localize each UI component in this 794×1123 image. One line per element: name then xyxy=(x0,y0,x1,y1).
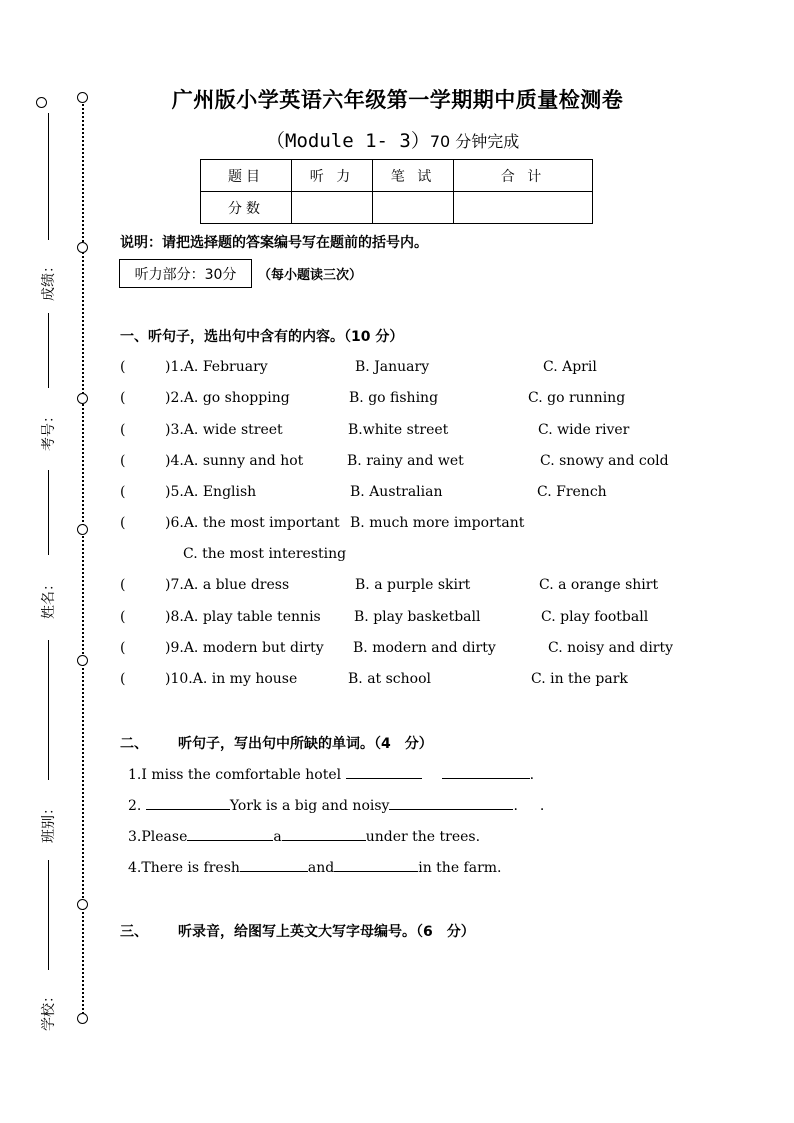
hole-circle-icon xyxy=(77,655,88,666)
blank-line[interactable] xyxy=(442,766,530,779)
option-c: C. French xyxy=(537,484,607,500)
option-c: C. in the park xyxy=(531,671,628,687)
section3-title: 听录音，给图写上英文大写字母编号。（6 分） xyxy=(178,924,475,940)
page-title: 广州版小学英语六年级第一学期期中质量检测卷 xyxy=(171,88,624,112)
listening-note: （每小题读三次） xyxy=(258,268,363,283)
margin-label-name: 姓名： xyxy=(41,577,57,619)
option-b: B.white street xyxy=(348,422,449,438)
listening-part-box: 听力部分：30分 xyxy=(119,259,252,288)
score-header-listening: 听 力 xyxy=(292,160,373,192)
option-b: B. January xyxy=(355,359,430,375)
hole-circle-icon xyxy=(77,242,88,253)
school-write-line xyxy=(48,860,49,970)
hole-circle-icon xyxy=(77,1013,88,1024)
answer-paren[interactable]: ( xyxy=(120,453,126,469)
score-write-line xyxy=(48,113,49,240)
option-c: C. a orange shirt xyxy=(539,577,659,593)
name-write-line xyxy=(48,470,49,555)
option-b: B. go fishing xyxy=(349,390,439,406)
option-b: B. much more important xyxy=(350,515,525,531)
score-header-written: 笔 试 xyxy=(373,160,454,192)
score-header-item: 题目 xyxy=(201,160,292,192)
answer-paren[interactable]: ( xyxy=(120,609,126,625)
option-b: B. play basketball xyxy=(354,609,481,625)
exam-no-write-line xyxy=(48,313,49,388)
option-b: B. rainy and wet xyxy=(347,453,464,469)
option-a: )2.A. go shopping xyxy=(165,390,290,406)
section3-heading xyxy=(120,921,475,941)
answer-paren[interactable]: ( xyxy=(120,640,126,656)
option-b: B. at school xyxy=(348,671,431,687)
option-a: )7.A. a blue dress xyxy=(165,577,290,593)
score-table xyxy=(200,159,593,224)
margin-label-score: 成绩： xyxy=(41,259,57,301)
blank-line[interactable] xyxy=(240,859,308,872)
fill-item-3: 3.Please a under the trees. xyxy=(128,829,481,845)
time-limit: 70 分钟完成 xyxy=(429,132,520,151)
option-a: )10.A. in my house xyxy=(165,671,298,687)
margin-label-class: 班别： xyxy=(41,801,57,843)
score-cell-written[interactable] xyxy=(373,192,454,224)
hole-circle-icon xyxy=(36,97,47,108)
section2-heading xyxy=(120,733,433,753)
option-a: )8.A. play table tennis xyxy=(165,609,321,625)
score-cell-total[interactable] xyxy=(454,192,593,224)
option-c: C. the most interesting xyxy=(183,546,347,562)
answer-paren[interactable]: ( xyxy=(120,671,126,687)
answer-paren[interactable]: ( xyxy=(120,577,126,593)
option-b: B. modern and dirty xyxy=(353,640,496,656)
margin-label-school: 学校： xyxy=(41,989,57,1031)
option-a: )9.A. modern but dirty xyxy=(165,640,324,656)
blank-line[interactable] xyxy=(282,828,366,841)
option-a: )1.A. February xyxy=(165,359,268,375)
hole-circle-icon xyxy=(77,92,88,103)
blank-line[interactable] xyxy=(334,859,418,872)
score-header-total: 合 计 xyxy=(454,160,593,192)
blank-line[interactable] xyxy=(187,828,273,841)
section2-number: 二、 xyxy=(120,736,148,752)
page-subtitle xyxy=(266,126,519,153)
hole-circle-icon xyxy=(77,393,88,404)
score-row-label: 分数 xyxy=(201,192,292,224)
option-a: )6.A. the most important xyxy=(165,515,340,531)
option-b: B. a purple skirt xyxy=(355,577,471,593)
section1-heading: 一、听句子，选出句中含有的内容。（10 分） xyxy=(120,329,404,345)
option-a: )5.A. English xyxy=(165,484,257,500)
answer-paren[interactable]: ( xyxy=(120,422,126,438)
hole-circle-icon xyxy=(77,524,88,535)
blank-line[interactable] xyxy=(389,797,513,810)
blank-line[interactable] xyxy=(346,766,422,779)
hole-circle-icon xyxy=(77,899,88,910)
option-c: C. snowy and cold xyxy=(540,453,669,469)
option-c: C. noisy and dirty xyxy=(548,640,674,656)
option-a: )4.A. sunny and hot xyxy=(165,453,304,469)
option-c: C. play football xyxy=(541,609,649,625)
option-b: B. Australian xyxy=(350,484,443,500)
answer-paren[interactable]: ( xyxy=(120,359,126,375)
option-c: C. wide river xyxy=(538,422,630,438)
instructions: 说明：请把选择题的答案编号写在题前的括号内。 xyxy=(120,235,428,251)
section2-title: 听句子，写出句中所缺的单词。（4 分） xyxy=(178,736,433,752)
margin-label-exam-no: 考号： xyxy=(41,409,57,451)
answer-paren[interactable]: ( xyxy=(120,484,126,500)
fill-item-1: 1.I miss the comfortable hotel . xyxy=(128,767,535,783)
option-a: )3.A. wide street xyxy=(165,422,283,438)
class-write-line xyxy=(48,640,49,780)
option-c: C. go running xyxy=(528,390,626,406)
option-c: C. April xyxy=(543,359,597,375)
blank-line[interactable] xyxy=(146,797,230,810)
fill-item-2: 2. York is a big and noisy . . xyxy=(128,798,545,814)
fill-item-4: 4.There is fresh and in the farm. xyxy=(128,860,502,876)
score-cell-listening[interactable] xyxy=(292,192,373,224)
module-range: （Module 1- 3） xyxy=(266,130,430,152)
answer-paren[interactable]: ( xyxy=(120,390,126,406)
section3-number: 三、 xyxy=(120,924,148,940)
answer-paren[interactable]: ( xyxy=(120,515,126,531)
